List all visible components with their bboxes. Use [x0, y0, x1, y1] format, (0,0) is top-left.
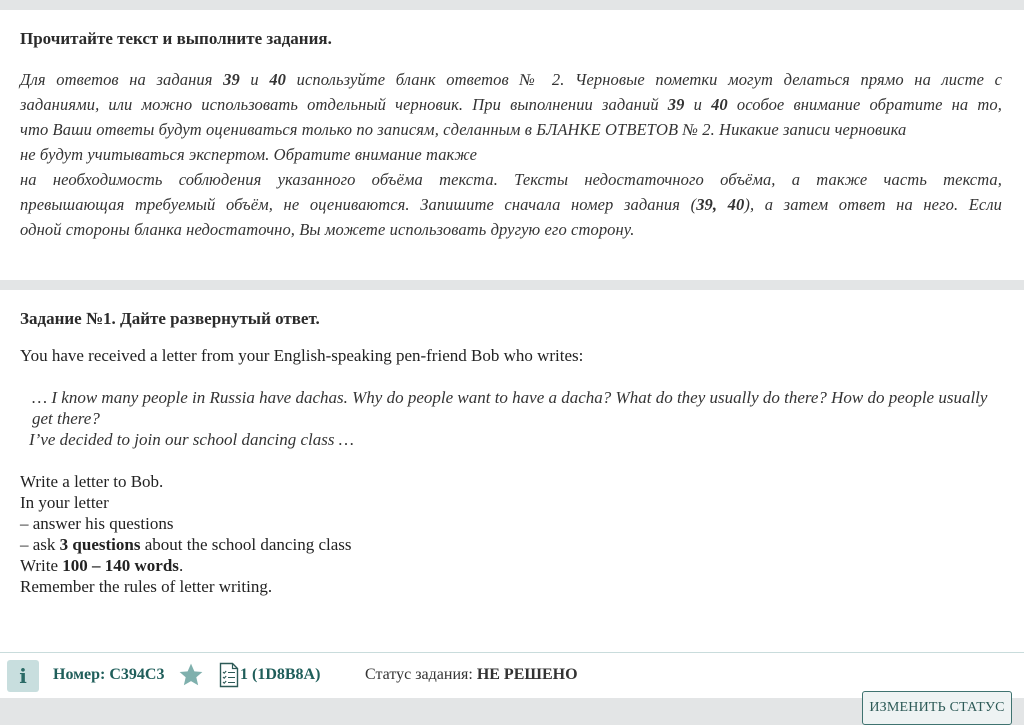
text-fragment: и — [684, 95, 712, 114]
task-number-ref: 40 — [711, 95, 728, 114]
answer-sheet-link[interactable]: 1 (1D8B8A) — [240, 666, 321, 683]
text-fragment: что Ваши ответы будут оцениваться только по записям, сделанным в БЛАНКЕ ОТВЕТОВ № 2. Никакие записи черновика — [20, 120, 907, 139]
text-fragment: используйте бланк ответов № 2. Черновые пометки могут делаться прямо на листе с — [286, 70, 1003, 89]
requirement-line: Remember the rules of letter writing. — [20, 577, 273, 596]
info-icon[interactable]: i — [7, 660, 39, 692]
instructions-line — [20, 217, 1002, 242]
text-fragment: – ask — [20, 535, 60, 554]
document-checklist-icon[interactable] — [219, 662, 239, 688]
task-number-ref: 39, 40 — [696, 195, 745, 214]
task-intro: You have received a letter from your English-speaking pen-friend Bob who writes: — [20, 346, 584, 365]
text-fragment: . — [178, 556, 184, 575]
requirement-bullet — [20, 534, 1004, 555]
task-requirements — [20, 471, 1004, 597]
task-number-ref: 39 — [223, 70, 240, 89]
instructions-line — [20, 117, 1002, 142]
letter-quote — [20, 387, 1004, 450]
task-heading: Задание №1. Дайте развернутый ответ. — [20, 309, 320, 328]
text-emphasis: 100 – 140 words — [62, 556, 179, 575]
text-emphasis: 3 questions — [59, 535, 141, 554]
requirement-line: Write a letter to Bob. — [20, 472, 164, 491]
status-badge: НЕ РЕШЕНО — [476, 666, 578, 683]
instructions-line — [20, 167, 1002, 192]
task-number-ref: 39 — [667, 95, 685, 114]
text-fragment: Write — [20, 556, 63, 575]
task-body — [20, 345, 1004, 597]
text-fragment: на необходимость соблюдения указанного объёма текста. Тексты недостаточного объёма, а также часть текста, — [20, 170, 1002, 189]
task-status — [365, 666, 578, 684]
instructions-line — [20, 142, 1002, 167]
text-fragment: особое внимание обратите на то, — [727, 95, 1002, 114]
instructions-line — [20, 192, 1002, 217]
text-fragment: не будут учитываться экспертом. Обратите внимание также — [20, 145, 478, 164]
task-number: Номер: C394C3 — [53, 666, 165, 683]
star-icon[interactable] — [178, 662, 204, 688]
instructions-heading: Прочитайте текст и выполните задания. — [20, 29, 332, 48]
instructions-panel — [0, 10, 1024, 280]
text-fragment: Для ответов на задания — [20, 70, 224, 89]
text-fragment: и — [239, 70, 270, 89]
instructions-line — [20, 92, 1002, 117]
requirement-line: In your letter — [20, 493, 109, 512]
quote-line: … I know many people in Russia have dachas. Why do people want to have a dacha? What do they usually do there? How do people usually get there? — [32, 388, 988, 428]
text-fragment: превышающая требуемый объём, не оцениваются. Запишите сначала номер задания ( — [20, 195, 697, 214]
instructions-text — [20, 67, 1002, 242]
change-status-button[interactable]: ИЗМЕНИТЬ СТАТУС — [862, 691, 1012, 725]
task-number-ref: 40 — [269, 70, 287, 89]
text-fragment: заданиями, или можно использовать отдельный черновик. При выполнении заданий — [20, 95, 668, 114]
text-fragment: ), а затем ответ на него. Если — [744, 195, 1002, 214]
instructions-line — [20, 67, 1002, 92]
quote-line: I’ve decided to join our school dancing class … — [29, 430, 354, 449]
text-fragment: одной стороны бланка недостаточно, Вы можете использовать другую его сторону. — [20, 220, 635, 239]
text-fragment: about the school dancing class — [140, 535, 352, 554]
word-count-line — [20, 555, 1004, 576]
status-label: Статус задания: — [365, 666, 477, 683]
task-panel — [0, 290, 1024, 652]
requirement-bullet: – answer his questions — [20, 514, 174, 533]
